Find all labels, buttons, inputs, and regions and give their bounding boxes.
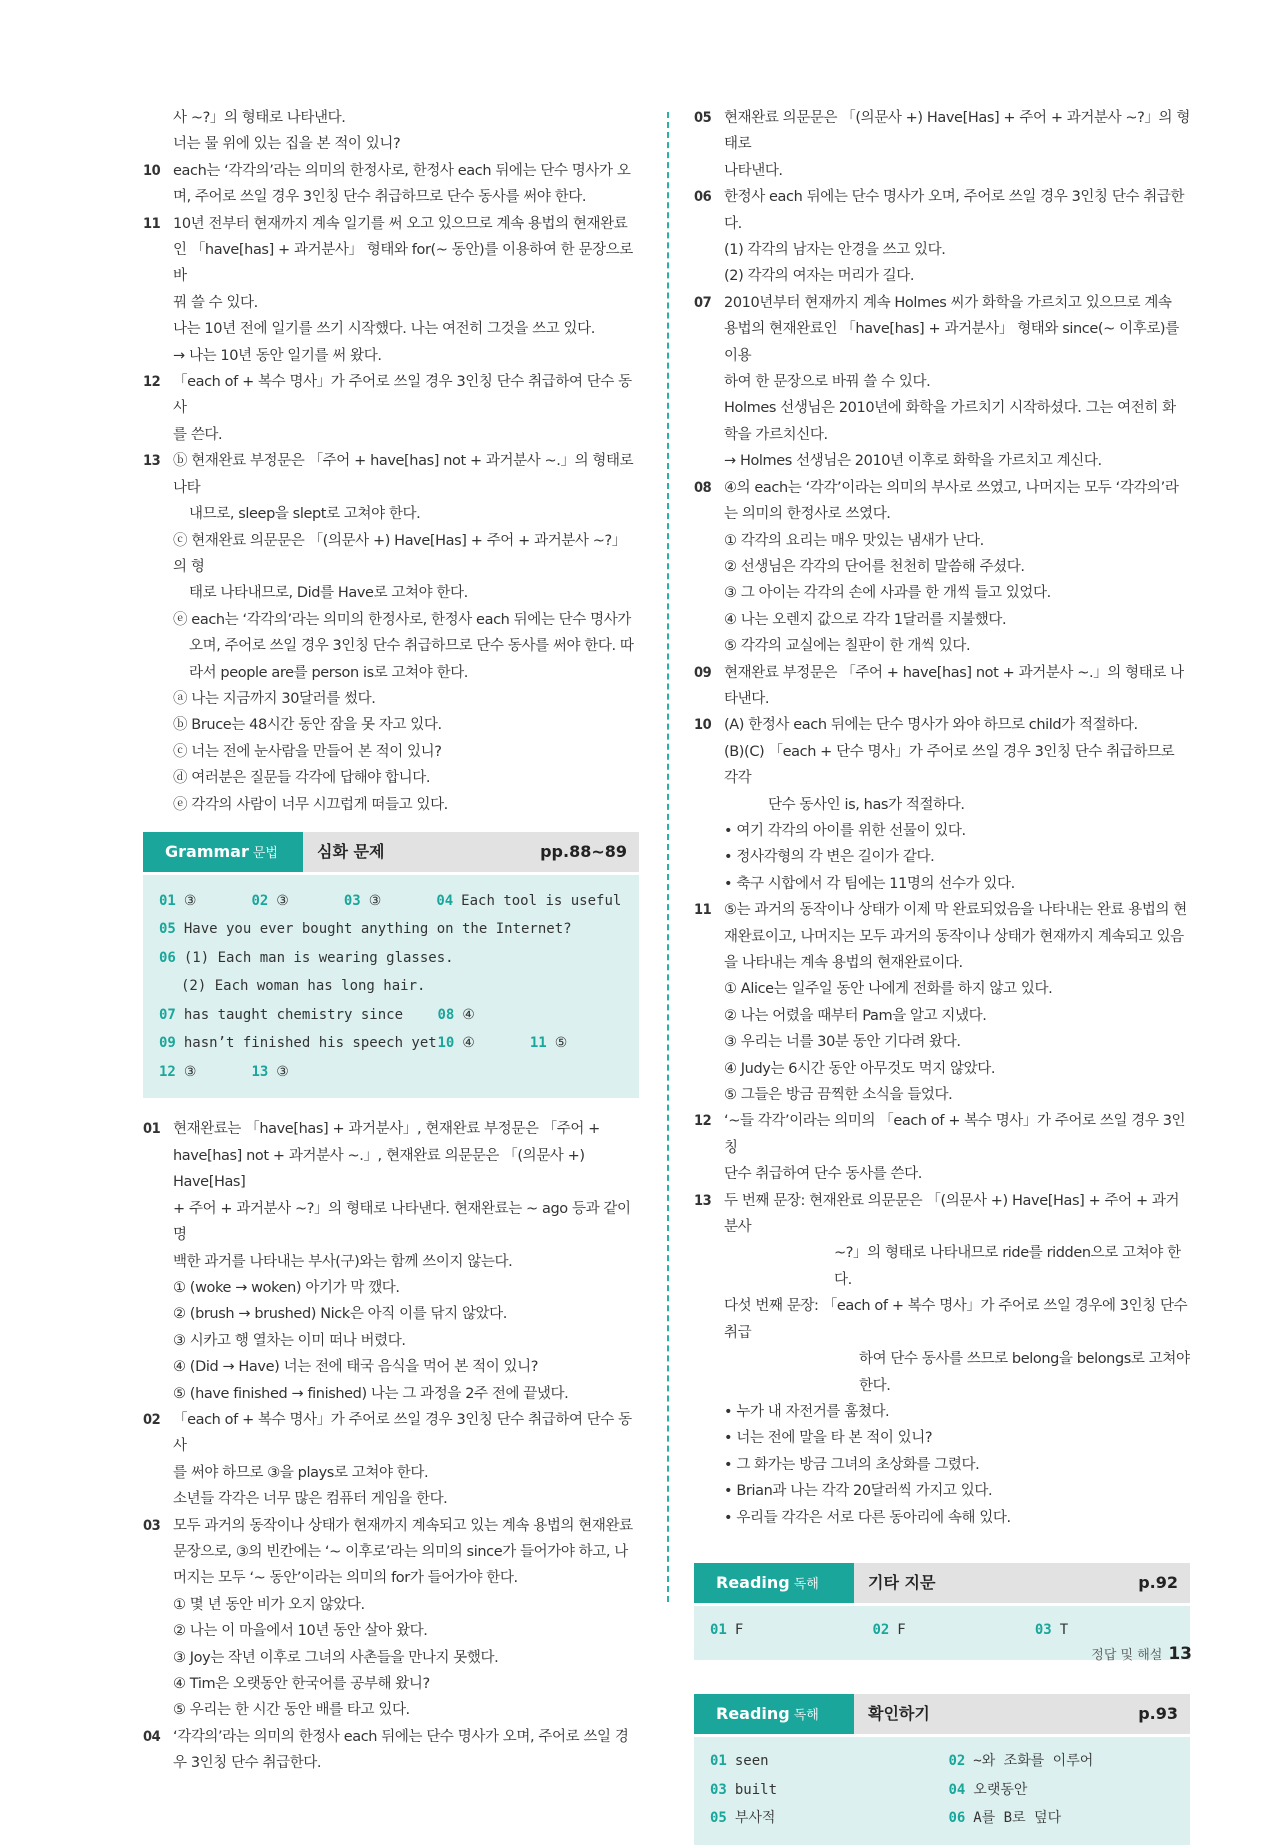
text-line: 나타낸다. [724, 162, 783, 179]
text-line: 다섯 번째 문장: 「each of + 복수 명사」가 주어로 쓰일 경우에 3인칭 단수 취급 [724, 1298, 1188, 1341]
answer-number: 02 [251, 892, 269, 909]
entry-number: 07 [694, 294, 712, 311]
text-line: have[has] not + 과거분사 ~.」, 현재완료 의문문은 「(의문사 +) Have[Has] [173, 1147, 585, 1191]
text-line: ① (woke → woken) 아기가 막 깼다. [173, 1279, 400, 1296]
text-line: 꿔 쓸 수 있다. [173, 294, 258, 311]
text-line: ① 각각의 요리는 매우 맛있는 냄새가 난다. [724, 532, 984, 549]
text-line: ⓑ 현재완료 부정문은 「주어 + have[has] not + 과거분사 ~.」의 형태로 나타 [173, 453, 634, 496]
column-divider [667, 112, 669, 1602]
answer-number: 13 [251, 1063, 269, 1080]
entry-number: 04 [143, 1728, 161, 1745]
answer-row [159, 1001, 623, 1030]
text-line: (1) 각각의 남자는 안경을 쓰고 있다. [724, 242, 946, 259]
box-header [143, 832, 639, 872]
text-line: 백한 과거를 나타내는 부사(구)와는 함께 쓰이지 않는다. [173, 1253, 513, 1270]
entry-number: 13 [143, 453, 161, 470]
answer-row [159, 915, 623, 944]
answer-number: 07 [159, 1006, 176, 1023]
answer-value: ③ [276, 892, 289, 909]
entry-number: 08 [694, 479, 712, 496]
answer-value: ③ [183, 892, 197, 909]
text-line: 용법의 현재완료인 「have[has] + 과거분사」 형태와 since(~ 이후로)를 이용 [724, 321, 1179, 364]
answer-value: ③ [276, 1063, 289, 1080]
answer-value: built [734, 1781, 778, 1798]
text-line: • 축구 시합에서 각 팀에는 11명의 선수가 있다. [724, 875, 1015, 892]
answer-cell [159, 1001, 429, 1030]
answer-number: 01 [159, 892, 176, 909]
box-title: 심화 문제 [317, 841, 385, 861]
answer-row [159, 944, 623, 973]
answer-row [710, 1776, 1174, 1805]
answer-number: 10 [437, 1035, 455, 1052]
entry-number: 03 [143, 1517, 161, 1534]
text-line: 한정사 each 뒤에는 단수 명사가 오며, 주어로 쓰일 경우 3인칭 단수 취급한다. [724, 189, 1185, 232]
text-line: ⓒ 현재완료 의문문은 「(의문사 +) Have[Has] + 주어 + 과거분사 ~?」의 형 [173, 532, 626, 575]
answer-value: ⑤ [554, 1035, 568, 1052]
text-line: ② 나는 어렸을 때부터 Pam을 알고 지냈다. [724, 1007, 987, 1024]
answer-row [710, 1616, 1174, 1645]
text-line: 소년들 각각은 너무 많은 컴퓨터 게임을 한다. [173, 1491, 448, 1508]
entry-number: 11 [143, 215, 161, 232]
answer-number: 04 [436, 892, 454, 909]
text-line: ~?」의 형태로 나타내므로 ride를 ridden으로 고쳐야 한다. [834, 1245, 1181, 1288]
answer-cell [710, 1776, 940, 1805]
text-line: 사 ~?」의 형태로 나타낸다. [173, 110, 346, 126]
answer-number: 08 [437, 1006, 455, 1023]
tag-sub-label: 독해 [793, 1708, 819, 1724]
box-pages: pp.88~89 [540, 841, 627, 861]
answer-entry-11 [143, 211, 639, 369]
text-line: ⓔ 각각의 사람이 너무 시끄럽게 떠들고 있다. [173, 796, 448, 813]
answer-number: 02 [948, 1753, 966, 1770]
answer-cell [159, 1058, 243, 1087]
answer-cell [437, 1001, 474, 1030]
text-line: 단수 취급하여 단수 동사를 쓴다. [724, 1166, 922, 1183]
text-line: ④ 나는 오렌지 값으로 각각 1달러를 지불했다. [724, 611, 1007, 628]
text-line: 「each of + 복수 명사」가 주어로 쓰일 경우 3인칭 단수 취급하여 단수 동사 [173, 374, 632, 417]
text-line: 단수 동사인 is, has가 적절하다. [768, 796, 965, 813]
text-line: 태로 나타내므로, Did를 Have로 고쳐야 한다. [189, 585, 468, 602]
answer-cell [872, 1616, 1026, 1645]
text-line: ⓑ Bruce는 48시간 동안 잠을 못 자고 있다. [173, 717, 442, 734]
answer-value: F [734, 1621, 744, 1638]
text-line: ② 나는 이 마을에서 10년 동안 살아 왔다. [173, 1623, 428, 1640]
answer-number: 05 [710, 1810, 727, 1827]
answer-value: T [1059, 1621, 1069, 1638]
section-tag [143, 832, 303, 872]
grammar-answer-box [143, 832, 639, 1099]
answer-cell [948, 1776, 1027, 1805]
text-line: ④ Judy는 6시간 동안 아무것도 먹지 않았다. [724, 1060, 996, 1077]
text-line: 두 번째 문장: 현재완료 의문문은 「(의문사 +) Have[Has] + 주어 + 과거분사 [724, 1192, 1180, 1236]
answer-cell [948, 1804, 1061, 1833]
text-line: ⓒ 너는 전에 눈사람을 만들어 본 적이 있니? [173, 743, 442, 760]
text-line: 를 써야 하므로 ③을 plays로 고쳐야 한다. [173, 1464, 429, 1481]
entry-number: 06 [694, 189, 712, 206]
entry-number: 09 [694, 664, 712, 681]
answer-value: ③ [183, 1063, 197, 1080]
left-top-block [143, 105, 639, 158]
answer-entry-13 [143, 448, 639, 818]
answer-value: A를 B로 덮다 [973, 1810, 1062, 1827]
answer-number: 06 [159, 949, 176, 966]
explanation-05 [694, 105, 1190, 184]
entry-number: 12 [143, 374, 161, 391]
text-line: ② 선생님은 각각의 단어를 천천히 말씀해 주셨다. [724, 558, 1025, 575]
footer-label: 정답 및 해설 [1091, 1648, 1163, 1663]
text-line: ② (brush → brushed) Nick은 아직 이를 닦지 않았다. [173, 1306, 507, 1323]
answer-entry-12 [143, 369, 639, 448]
entry-number: 10 [694, 717, 712, 734]
text-line: ‘각각의’라는 의미의 한정사 each 뒤에는 단수 명사가 오며, 주어로 쓰일 경 [173, 1728, 629, 1745]
text-line: + 주어 + 과거분사 ~?」의 형태로 나타낸다. 현재완료는 ~ ago 등과 같이 명 [173, 1200, 631, 1244]
text-line: 우 3인칭 단수 취급한다. [173, 1755, 322, 1772]
text-line: each는 ‘각각의’라는 의미의 한정사로, 한정사 each 뒤에는 단수 명사가 오 [173, 162, 631, 179]
answer-cell [710, 1804, 940, 1833]
reading-answer-box-2 [694, 1694, 1190, 1845]
text-line: • Brian과 나는 각각 20달러씩 가지고 있다. [724, 1483, 993, 1500]
answer-cell [1035, 1616, 1068, 1645]
explanation-10 [694, 712, 1190, 897]
page-footer [1091, 1644, 1192, 1664]
explanation-04 [143, 1724, 639, 1777]
text-line: → Holmes 선생님은 2010년 이후로 화학을 가르치고 계신다. [724, 453, 1102, 470]
text-line: • 정사각형의 각 변은 길이가 같다. [724, 849, 935, 866]
text-line: 10년 전부터 현재까지 계속 일기를 써 오고 있으므로 계속 용법의 현재완료 [173, 215, 628, 232]
text-line: 2010년부터 현재까지 계속 Holmes 씨가 화학을 가르치고 있으므로 계속 [724, 294, 1172, 311]
text-line: 라서 people are를 person is로 고쳐야 한다. [189, 664, 469, 681]
text-line: 현재완료는 「have[has] + 과거분사」, 현재완료 부정문은 「주어 + [173, 1121, 600, 1138]
answer-value: seen [734, 1753, 769, 1770]
text-line: • 여기 각각의 아이를 위한 선물이 있다. [724, 822, 966, 839]
text-line: 을 나타내는 계속 용법의 현재완료이다. [724, 955, 963, 971]
explanation-02 [143, 1407, 639, 1513]
text-line: 모두 과거의 동작이나 상태가 현재까지 계속되고 있는 계속 용법의 현재완료 [173, 1517, 633, 1534]
answer-row [159, 972, 623, 1001]
text-line: 학을 가르치신다. [724, 426, 828, 443]
text-line: ④의 each는 ‘각각’이라는 의미의 부사로 쓰였고, 나머지는 모두 ‘각각의’라 [724, 479, 1179, 496]
right-column [694, 105, 1190, 1845]
text-line: 머지는 모두 ‘~ 동안’이라는 의미의 for가 들어가야 한다. [173, 1570, 518, 1587]
answer-row [710, 1747, 1174, 1776]
explanation-01 [143, 1116, 639, 1406]
text-line: ③ 그 아이는 각각의 손에 사과를 한 개씩 들고 있었다. [724, 585, 1051, 602]
box-title: 확인하기 [868, 1704, 930, 1724]
box-title: 기타 지문 [868, 1572, 936, 1592]
section-tag [694, 1563, 854, 1603]
text-line: ⓓ 여러분은 질문들 각각에 답해야 합니다. [173, 770, 431, 787]
text-line: (2) 각각의 여자는 머리가 길다. [724, 268, 915, 285]
text-line: ④ (Did → Have) 너는 전에 태국 음식을 먹어 본 적이 있니? [173, 1359, 539, 1376]
text-line: ⓐ 나는 지금까지 30달러를 썼다. [173, 690, 376, 707]
answer-number: 11 [529, 1035, 547, 1052]
text-line: 하여 한 문장으로 바꿔 쓸 수 있다. [724, 374, 931, 391]
text-line: → 나는 10년 동안 일기를 써 왔다. [173, 347, 382, 364]
text-line: 며, 주어로 쓰일 경우 3인칭 단수 취급하므로 단수 동사를 써야 한다. [173, 189, 587, 206]
answer-value: ③ [368, 892, 382, 909]
text-line: ⑤ (have finished → finished) 나는 그 과정을 2주 전에 끝냈다. [173, 1385, 569, 1402]
text-line: ① Alice는 일주일 동안 나에게 전화를 하지 않고 있다. [724, 981, 1053, 998]
answer-cell [344, 887, 428, 916]
answer-number: 01 [710, 1753, 727, 1770]
answer-value: ~와 조화를 이루어 [973, 1753, 1094, 1770]
answer-value: (1) Each man is wearing glasses. [183, 949, 454, 966]
text-line: 현재완료 의문문은 「(의문사 +) Have[Has] + 주어 + 과거분사 ~?」의 형태로 [724, 110, 1190, 153]
text-line: ⓔ each는 ‘각각의’라는 의미의 한정사로, 한정사 each 뒤에는 단수 명사가 [173, 611, 631, 628]
answer-value: F [897, 1621, 906, 1638]
text-line: 「each of + 복수 명사」가 주어로 쓰일 경우 3인칭 단수 취급하여 단수 동사 [173, 1411, 632, 1455]
explanation-11 [694, 897, 1190, 1108]
answer-number: 04 [948, 1781, 966, 1798]
text-line: ⑤ 그들은 방금 끔찍한 소식을 들었다. [724, 1087, 953, 1104]
answer-value: Have you ever bought anything on the Internet? [183, 921, 572, 938]
text-line: 는 의미의 한정사로 쓰였다. [724, 506, 891, 523]
answer-number: 09 [159, 1035, 176, 1052]
text-line: ③ Joy는 작년 이후로 그녀의 사촌들을 만나지 못했다. [173, 1649, 499, 1666]
section-tag [694, 1694, 854, 1734]
answer-value: 부사적 [734, 1810, 776, 1827]
entry-number: 13 [694, 1192, 712, 1209]
answer-value: (2) Each woman has long hair. [181, 978, 426, 995]
box-header [694, 1563, 1190, 1603]
text-line: 재완료이고, 나머지는 모두 과거의 동작이나 상태가 현재까지 계속되고 있음 [724, 928, 1184, 945]
answer-number: 05 [159, 921, 176, 938]
answer-number: 02 [872, 1621, 890, 1638]
box-pages: p.92 [1138, 1572, 1178, 1592]
answer-row [710, 1804, 1174, 1833]
answer-cell [948, 1747, 1093, 1776]
answer-cell [437, 1029, 521, 1058]
answer-value: has taught chemistry since [183, 1006, 404, 1023]
text-line: 나는 10년 전에 일기를 쓰기 시작했다. 나는 여전히 그것을 쓰고 있다. [173, 321, 595, 338]
answer-row [159, 1058, 623, 1087]
answer-number: 06 [948, 1810, 966, 1827]
answer-value: 오랫동안 [973, 1781, 1028, 1798]
answer-cell [530, 1029, 567, 1058]
left-column [143, 105, 639, 1777]
text-line: 너는 물 위에 있는 집을 본 적이 있니? [173, 136, 401, 153]
tag-sub-label: 문법 [252, 845, 278, 861]
text-line: ⑤ 우리는 한 시간 동안 배를 타고 있다. [173, 1702, 410, 1719]
text-line: 내므로, sleep을 slept로 고쳐야 한다. [189, 506, 421, 523]
answer-number: 03 [1034, 1621, 1052, 1638]
text-line: ③ 우리는 너를 30분 동안 기다려 왔다. [724, 1034, 961, 1051]
text-line: ⑤는 과거의 동작이나 상태가 이제 막 완료되었음을 나타내는 완료 용법의 현 [724, 902, 1187, 919]
text-line: • 우리들 각각은 서로 다른 동아리에 속해 있다. [724, 1509, 1011, 1526]
text-line: ⑤ 각각의 교실에는 칠판이 한 개씩 있다. [724, 638, 971, 655]
tag-label: Reading [716, 1704, 790, 1724]
text-line: 문장으로, ③의 빈칸에는 ‘~ 이후로’라는 의미의 since가 들어가야 하고, 나 [173, 1543, 628, 1560]
answer-cell [251, 887, 335, 916]
answer-cell [251, 1058, 288, 1087]
text-line: (B)(C) 「each + 단수 명사」가 주어로 쓰일 경우 3인칭 단수 취급하므로 각각 [724, 743, 1175, 787]
text-line: ③ 시카고 행 열차는 이미 떠나 버렸다. [173, 1332, 406, 1349]
text-line: 인 「have[has] + 과거분사」 형태와 for(~ 동안)를 이용하여 한 문장으로 바 [173, 242, 633, 285]
answer-number: 03 [710, 1781, 727, 1798]
explanation-13 [694, 1188, 1190, 1531]
answer-row [159, 887, 623, 916]
explanation-12 [694, 1108, 1190, 1187]
answer-cell [159, 1029, 437, 1058]
box-body [143, 875, 639, 1099]
answer-number: 01 [710, 1621, 727, 1638]
text-line: • 너는 전에 말을 타 본 적이 있니? [724, 1430, 933, 1447]
text-line: 오며, 주어로 쓰일 경우 3인칭 단수 취급하므로 단수 동사를 써야 한다. 따 [189, 638, 634, 655]
explanation-06 [694, 184, 1190, 290]
answer-cell [710, 1616, 864, 1645]
entry-number: 02 [143, 1411, 161, 1428]
answer-cell [710, 1747, 940, 1776]
explanation-03 [143, 1513, 639, 1724]
text-line: ① 몇 년 동안 비가 오지 않았다. [173, 1596, 365, 1613]
answer-entry-10 [143, 158, 639, 211]
tag-label: Reading [716, 1572, 790, 1592]
text-line: • 누가 내 자전거를 훔쳤다. [724, 1403, 890, 1420]
explanation-08 [694, 475, 1190, 660]
text-line: 를 쓴다. [173, 426, 223, 443]
text-line: ‘~들 각각’이라는 의미의 「each of + 복수 명사」가 주어로 쓰일 경우 3인칭 [724, 1113, 1186, 1156]
answer-cell [436, 887, 621, 916]
answer-value: ④ [462, 1006, 475, 1023]
text-line: • 그 화가는 방금 그녀의 초상화를 그렸다. [724, 1456, 980, 1473]
entry-number: 11 [694, 902, 712, 919]
answer-number: 12 [159, 1063, 176, 1080]
text-line: ④ Tim은 오랫동안 한국어를 공부해 왔니? [173, 1676, 430, 1692]
text-line: 하여 단수 동사를 쓰므로 belong을 belongs로 고쳐야 한다. [859, 1351, 1190, 1394]
answer-value: hasn’t finished his speech yet [183, 1035, 437, 1052]
answer-value: ④ [462, 1035, 475, 1052]
tag-sub-label: 독해 [793, 1576, 819, 1592]
entry-number: 05 [694, 110, 712, 126]
explanation-07 [694, 290, 1190, 475]
entry-number: 10 [143, 162, 161, 179]
answer-cell [159, 887, 243, 916]
box-body [694, 1737, 1190, 1845]
entry-number: 12 [694, 1113, 712, 1130]
answer-row [159, 1029, 623, 1058]
page-number: 13 [1168, 1644, 1192, 1664]
box-header [694, 1694, 1190, 1734]
text-line: Holmes 선생님은 2010년에 화학을 가르치기 시작하셨다. 그는 여전히 화 [724, 400, 1176, 417]
tag-label: Grammar [165, 841, 249, 861]
entry-number: 01 [143, 1121, 161, 1138]
explanation-09 [694, 660, 1190, 713]
text-line: 현재완료 부정문은 「주어 + have[has] not + 과거분사 ~.」의 형태로 나타낸다. [724, 664, 1184, 707]
box-pages: p.93 [1138, 1704, 1178, 1724]
answer-value: Each tool is useful [461, 892, 622, 909]
answer-number: 03 [343, 892, 361, 909]
text-line: (A) 한정사 each 뒤에는 단수 명사가 와야 하므로 child가 적절하다. [724, 717, 1138, 734]
